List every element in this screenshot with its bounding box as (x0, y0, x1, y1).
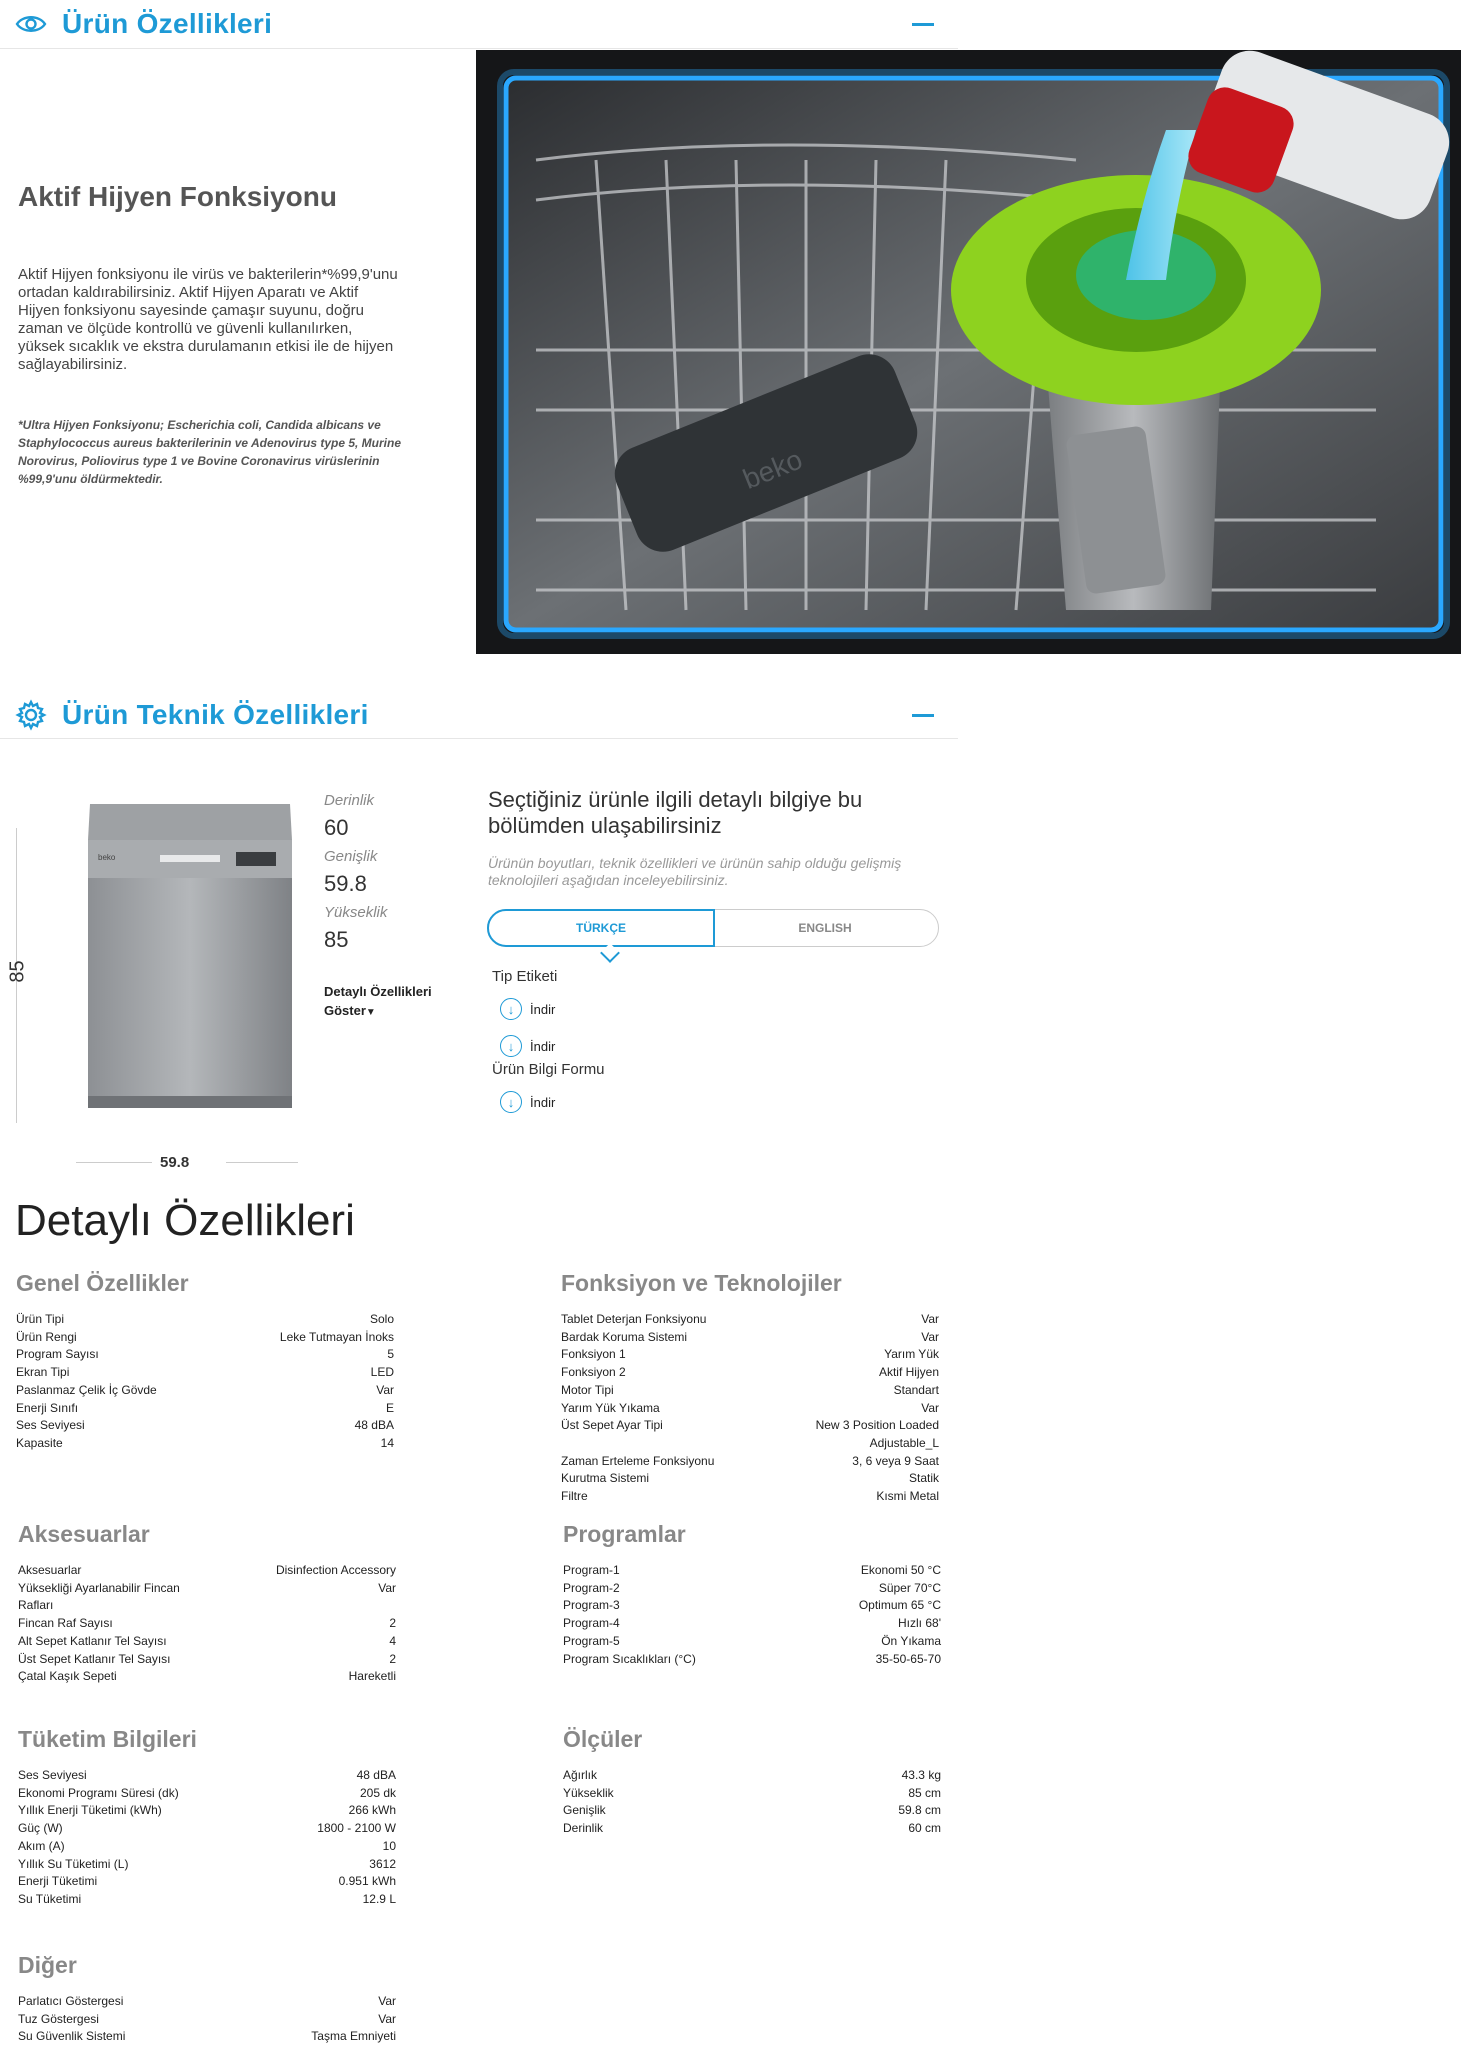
spec-key: Filtre (561, 1489, 588, 1504)
spec-row (561, 1453, 939, 1471)
spec-value: Solo (369, 1312, 394, 1326)
spec-list-aksesuar (18, 1562, 396, 1686)
spec-row (18, 1838, 396, 1856)
spec-key: Tuz Göstergesi (18, 2011, 99, 2026)
spec-value: 2 (389, 1651, 396, 1666)
spec-key: Kapasite (16, 1435, 63, 1450)
spec-list-olculer (563, 1767, 941, 1838)
spec-value: Optimum 65 °C (858, 1598, 941, 1613)
download-label: İndir (530, 1001, 556, 1017)
spec-row (561, 1470, 939, 1488)
spec-value: Taşma Emniyeti (311, 2029, 396, 2044)
spec-row (561, 1311, 939, 1329)
spec-value: Leke Tutmayan İnoks (279, 1329, 394, 1344)
height-value: 85 (324, 927, 349, 952)
spec-value: 85 cm (908, 1785, 941, 1800)
height-dimension-value: 85 (6, 960, 29, 983)
details-title: Detaylı Özellikleri (15, 1196, 355, 1245)
download-icon: ↓ (500, 998, 522, 1020)
spec-key: Akım (A) (18, 1838, 65, 1853)
spec-key: Ekonomi Programı Süresi (dk) (18, 1785, 179, 1800)
chevron-down-icon: ▼ (365, 1007, 376, 1018)
spec-row (16, 1435, 394, 1453)
spec-row (18, 1785, 396, 1803)
technical-section-header[interactable] (0, 692, 958, 739)
show-details-line1: Detaylı Özellikleri (324, 984, 432, 999)
info-subtitle: Ürünün boyutları, teknik özellikleri ve ürünün sahip olduğu gelişmiş teknolojileri aşağıdan inceleyebilirsiniz. (488, 855, 902, 888)
spec-key: Paslanmaz Çelik İç Gövde (16, 1382, 157, 1397)
spec-key: Genişlik (563, 1803, 606, 1818)
spec-row (563, 1802, 941, 1820)
spec-row (16, 1329, 394, 1347)
spec-key: Motor Tipi (561, 1382, 614, 1397)
height-label: Yükseklik (324, 904, 388, 921)
spec-key: Çatal Kaşık Sepeti (18, 1669, 117, 1684)
features-section-header[interactable] (0, 0, 958, 49)
spec-list-program (563, 1562, 941, 1668)
spec-row (18, 2011, 396, 2029)
spec-key: Parlatıcı Göstergesi (18, 1994, 124, 2008)
language-toggle (487, 909, 939, 947)
type-label-doc-title: Tip Etiketi (492, 968, 558, 985)
spec-value: Hareketli (348, 1669, 396, 1684)
spec-row (561, 1400, 939, 1418)
spec-row (563, 1562, 941, 1580)
spec-list-genel (16, 1311, 394, 1453)
spec-key: Ağırlık (563, 1768, 598, 1782)
spec-key: Ürün Rengi (16, 1329, 77, 1344)
spec-value: 10 (382, 1838, 396, 1853)
spec-key: Enerji Sınıfı (16, 1400, 79, 1415)
spec-key: Program-5 (563, 1633, 620, 1648)
spec-row (18, 1873, 396, 1891)
features-collapse-button[interactable] (912, 23, 934, 26)
spec-value: 4 (389, 1633, 396, 1648)
spec-value: 35-50-65-70 (875, 1651, 941, 1666)
spec-row (561, 1417, 939, 1452)
spec-row (18, 1891, 396, 1909)
svg-text:beko: beko (98, 853, 116, 862)
spec-key: Güç (W) (18, 1821, 63, 1836)
info-title: Seçtiğiniz ürünle ilgili detaylı bilgiye bu bölümden ulaşabilirsiniz (488, 787, 863, 838)
spec-row (18, 1820, 396, 1838)
spec-list-tuketim (18, 1767, 396, 1909)
spec-row (561, 1346, 939, 1364)
spec-list-diger (18, 1993, 396, 2046)
spec-key: Üst Sepet Ayar Tipi (561, 1418, 663, 1433)
spec-value: 12.9 L (362, 1891, 396, 1906)
spec-key: Yarım Yük Yıkama (561, 1400, 660, 1415)
spec-row (563, 1615, 941, 1633)
spec-row (18, 1615, 396, 1633)
spec-list-fonksiyon (561, 1311, 939, 1506)
spec-row (18, 1580, 396, 1615)
spec-row (18, 1651, 396, 1669)
download-icon: ↓ (500, 1091, 522, 1113)
spec-key: Ses Seviyesi (18, 1768, 87, 1782)
svg-text:beko: beko (738, 443, 807, 495)
show-details-link[interactable] (324, 982, 432, 1022)
spec-row (563, 1651, 941, 1669)
spec-value: Var (378, 2011, 396, 2026)
spec-key: Bardak Koruma Sistemi (561, 1329, 688, 1344)
show-details-line2: Göster (324, 1003, 366, 1018)
spec-value: 1800 - 2100 W (317, 1821, 396, 1836)
spec-value: Kısmi Metal (876, 1489, 939, 1504)
spec-key: Program-1 (563, 1563, 620, 1577)
spec-key: Yükseklik (563, 1785, 614, 1800)
product-info-form-title: Ürün Bilgi Formu (492, 1061, 605, 1078)
spec-row (563, 1767, 941, 1785)
width-line-left (76, 1162, 152, 1163)
group-title-aksesuar: Aksesuarlar (18, 1521, 150, 1547)
spec-value: Ön Yıkama (881, 1633, 941, 1648)
spec-key: Program-3 (563, 1598, 620, 1613)
spec-key: Kurutma Sistemi (561, 1471, 650, 1486)
download-link-2[interactable] (500, 1035, 555, 1057)
spec-row (16, 1382, 394, 1400)
spec-key: Yıllık Su Tüketimi (L) (18, 1856, 129, 1871)
spec-value: Var (378, 1580, 396, 1595)
tab-turkce[interactable]: TÜRKÇE (487, 909, 715, 947)
spec-row (18, 1993, 396, 2011)
spec-value: 266 kWh (348, 1803, 396, 1818)
spec-row (16, 1417, 394, 1435)
spec-key: Fonksiyon 1 (561, 1347, 626, 1362)
spec-value: 205 dk (359, 1785, 396, 1800)
spec-value: 3612 (369, 1856, 396, 1871)
spec-key: Program-4 (563, 1616, 620, 1631)
spec-key: Derinlik (563, 1821, 604, 1836)
spec-key: Su Güvenlik Sistemi (18, 2029, 126, 2044)
spec-value: 60 cm (908, 1821, 941, 1836)
spec-value: New 3 Position Loaded Adjustable_L (815, 1418, 939, 1450)
spec-row (18, 1767, 396, 1785)
spec-value: 14 (380, 1435, 394, 1450)
group-title-fonksiyon: Fonksiyon ve Teknolojiler (561, 1270, 842, 1296)
spec-key: Program Sıcaklıkları (°C) (563, 1651, 696, 1666)
spec-key: Enerji Tüketimi (18, 1874, 98, 1889)
spec-value: Disinfection Accessory (275, 1563, 396, 1577)
spec-value: 48 dBA (356, 1768, 396, 1782)
spec-row (563, 1633, 941, 1651)
feature-title: Aktif Hijyen Fonksiyonu (18, 181, 337, 212)
spec-key: Fincan Raf Sayısı (18, 1616, 113, 1631)
spec-key: Program Sayısı (16, 1347, 99, 1362)
group-title-diger: Diğer (18, 1952, 77, 1978)
spec-row (18, 2028, 396, 2046)
spec-value: Yarım Yük (884, 1347, 939, 1362)
spec-value: 43.3 kg (901, 1768, 941, 1782)
depth-value: 60 (324, 815, 349, 840)
spec-key: Ses Seviyesi (16, 1418, 85, 1433)
spec-value: E (385, 1400, 394, 1415)
spec-value: Var (921, 1312, 939, 1326)
spec-key: Zaman Erteleme Fonksiyonu (561, 1453, 715, 1468)
spec-value: 59.8 cm (898, 1803, 941, 1818)
spec-value: 3, 6 veya 9 Saat (852, 1453, 939, 1468)
spec-row (16, 1400, 394, 1418)
spec-key: Üst Sepet Katlanır Tel Sayısı (18, 1651, 171, 1666)
depth-label: Derinlik (324, 792, 375, 809)
spec-row (16, 1364, 394, 1382)
group-title-program: Programlar (563, 1521, 686, 1547)
spec-row (563, 1597, 941, 1615)
group-title-genel: Genel Özellikler (16, 1270, 189, 1296)
active-hygiene-image (476, 50, 1461, 654)
spec-value: Ekonomi 50 °C (860, 1563, 941, 1577)
spec-value: Statik (908, 1471, 939, 1486)
spec-value: Süper 70°C (878, 1580, 941, 1595)
group-title-tuketim: Tüketim Bilgileri (18, 1726, 197, 1752)
group-title-olculer: Ölçüler (563, 1726, 643, 1752)
dishwasher-image (86, 800, 294, 1118)
eye-icon (14, 7, 48, 41)
spec-value: 5 (387, 1347, 394, 1362)
width-value: 59.8 (324, 871, 367, 896)
gear-icon (14, 698, 48, 732)
spec-key: Su Tüketimi (18, 1891, 82, 1906)
spec-key: Aksesuarlar (18, 1563, 82, 1577)
spec-row (18, 1856, 396, 1874)
spec-row (563, 1820, 941, 1838)
tab-english[interactable]: ENGLISH (798, 921, 852, 935)
spec-row (561, 1364, 939, 1382)
spec-key: Yıllık Enerji Tüketimi (kWh) (18, 1803, 162, 1818)
spec-value: Standart (893, 1382, 939, 1397)
download-label: İndir (530, 1038, 556, 1054)
spec-key: Ekran Tipi (16, 1365, 70, 1380)
spec-row (18, 1668, 396, 1686)
spec-key: Fonksiyon 2 (561, 1365, 626, 1380)
spec-row (561, 1329, 939, 1347)
download-link-3[interactable] (500, 1091, 555, 1113)
spec-value: Var (921, 1329, 939, 1344)
feature-footnote: *Ultra Hijyen Fonksiyonu; Escherichia coli, Candida albicans ve Staphylococcus aureus bakterilerinin ve Adenovirus type 5, Murine Norovirus, Poliovirus type 1 ve Bovine Coronavirus virüslerinin %99,9'unu öldürmektedir. (18, 418, 402, 486)
spec-value: 48 dBA (354, 1418, 394, 1433)
spec-row (563, 1580, 941, 1598)
spec-key: Alt Sepet Katlanır Tel Sayısı (18, 1633, 167, 1648)
spec-key: Ürün Tipi (16, 1312, 65, 1326)
spec-row (563, 1785, 941, 1803)
download-icon: ↓ (500, 1035, 522, 1057)
spec-row (18, 1633, 396, 1651)
feature-description: Aktif Hijyen fonksiyonu ile virüs ve bakterilerin*%99,9'unu ortadan kaldırabilirsiniz. Aktif Hijyen Aparatı ve Aktif Hijyen fonksiyonu sayesinde çamaşır suyunu, doğru zaman ve ölçüde kontrollü ve güvenli kullanılırken, yüksek sıcaklık ve ekstra durulamanın etkisi ile de hijyen sağlayabilirsiniz. (18, 266, 398, 373)
spec-key: Tablet Deterjan Fonksiyonu (561, 1312, 707, 1326)
features-section-title: Ürün Özellikleri (62, 8, 273, 39)
width-dimension-value: 59.8 (160, 1154, 190, 1171)
technical-collapse-button[interactable] (912, 714, 934, 717)
technical-section-title: Ürün Teknik Özellikleri (62, 699, 369, 730)
spec-value: 2 (389, 1616, 396, 1631)
spec-value: Aktif Hijyen (878, 1365, 939, 1380)
spec-row (18, 1802, 396, 1820)
download-link-1[interactable] (500, 998, 555, 1020)
spec-row (561, 1488, 939, 1506)
width-label: Genişlik (324, 848, 378, 865)
spec-value: Var (376, 1382, 394, 1397)
spec-key: Yüksekliği Ayarlanabilir Fincan Rafları (18, 1580, 180, 1613)
download-label: İndir (530, 1094, 556, 1110)
spec-value: 0.951 kWh (338, 1874, 396, 1889)
width-line-right (226, 1162, 298, 1163)
spec-value: Hızlı 68' (898, 1616, 941, 1631)
spec-value: Var (921, 1400, 939, 1415)
spec-value: Var (378, 1994, 396, 2008)
spec-row (16, 1346, 394, 1364)
spec-row (561, 1382, 939, 1400)
spec-row (18, 1562, 396, 1580)
spec-value: LED (370, 1365, 394, 1380)
spec-key: Program-2 (563, 1580, 620, 1595)
spec-row (16, 1311, 394, 1329)
